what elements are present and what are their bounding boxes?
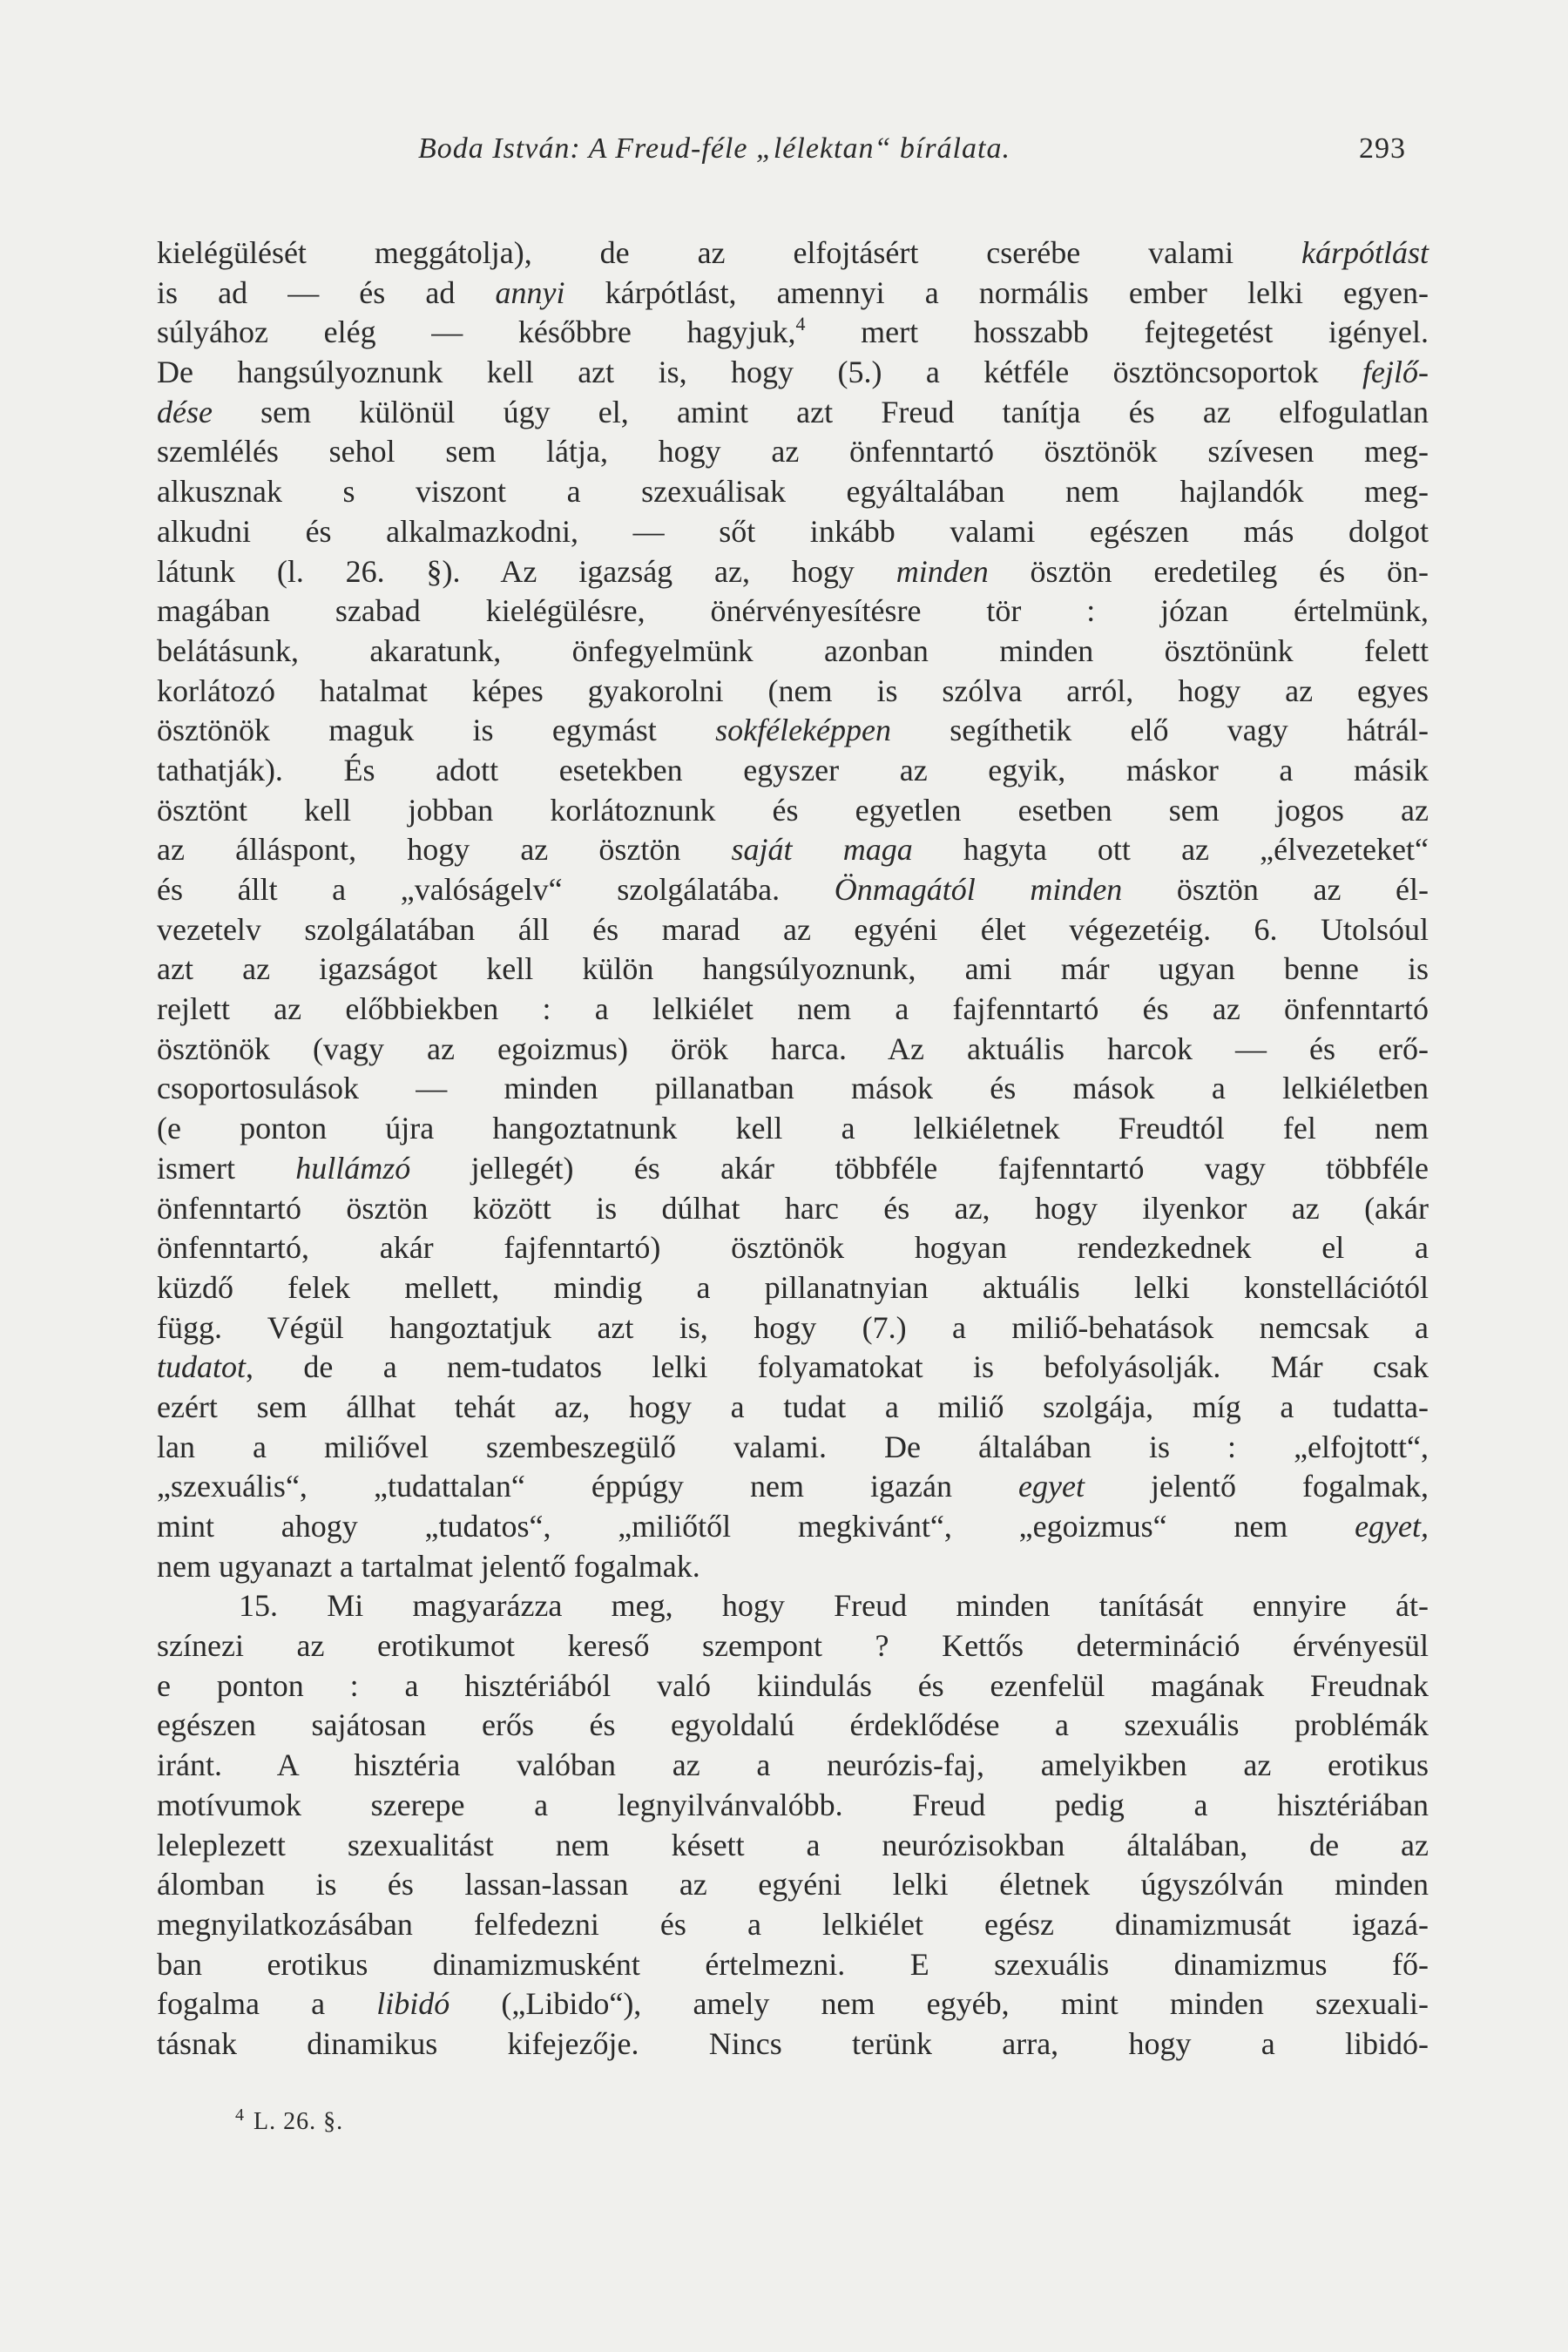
text-line: ösztönök maguk is egymást sokféleképpen segíthetik elő vagy hátrál- [157, 713, 1429, 748]
text-line: önfenntartó ösztön között is dúlhat harc és az, hogy ilyenkor az (akár [157, 1190, 1429, 1226]
paragraph-start: 15. Mi magyarázza meg, hogy Freud minden tanítását ennyire át- [239, 1588, 1429, 1624]
footnote [235, 2105, 343, 2136]
text-line: tathatják). És adott esetekben egyszer az egyik, máskor a másik [157, 752, 1429, 787]
text-line: egészen sajátosan erős és egyoldalú érdeklődése a szexuális problémák [157, 1707, 1429, 1743]
text-line: mint ahogy „tudatos“, „miliőtől megkivánt“, „egoizmus“ nem egyet, [157, 1509, 1429, 1544]
text-line: tásnak dinamikus kifejezője. Nincs terünk arra, hogy a libidó- [157, 2025, 1429, 2061]
text-line: ösztönt kell jobban korlátoznunk és egyetlen esetben sem jogos az [157, 792, 1429, 828]
text-line: színezi az erotikumot kereső szempont ? Kettős determináció érvényesül [157, 1628, 1429, 1664]
text-line: leleplezett szexualitást nem késett a neurózisokban általában, de az [157, 1827, 1429, 1862]
running-head [0, 132, 1568, 176]
text-line: korlátozó hatalmat képes gyakorolni (nem is szólva arról, hogy az egyes [157, 672, 1429, 708]
text-line: megnyilatkozásában felfedezni és a lelkiélet egész dinamizmusát igazá- [157, 1906, 1429, 1942]
text-line: fogalma a libidó („Libido“), amely nem egyéb, mint minden szexuali- [157, 1986, 1429, 2022]
text-line: az álláspont, hogy az ösztön saját maga hagyta ott az „élvezeteket“ [157, 832, 1429, 868]
text-line: lan a miliővel szembeszegülő valami. De általában is : „elfojtott“, [157, 1429, 1429, 1464]
text-line: önfenntartó, akár fajfenntartó) ösztönök hogyan rendezkednek el a [157, 1230, 1429, 1266]
text-line: azt az igazságot kell külön hangsúlyoznunk, ami már ugyan benne is [157, 951, 1429, 987]
text-line: ismert hullámzó jellegét) és akár többféle fajfenntartó vagy többféle [157, 1150, 1429, 1186]
text-line: alkusznak s viszont a szexuálisak egyáltalában nem hajlandók meg- [157, 474, 1429, 510]
text-line: iránt. A hisztéria valóban az a neurózis-faj, amelyikben az erotikus [157, 1747, 1429, 1783]
text-line: (e ponton újra hangoztatnunk kell a lelkiéletnek Freudtól fel nem [157, 1111, 1429, 1146]
body-text [157, 233, 1429, 2065]
text-line: csoportosulások — minden pillanatban mások és mások a lelkiéletben [157, 1071, 1429, 1106]
text-line: súlyához elég — későbbre hagyjuk,$^4$ mert hosszabb fejtegetést igényel. [157, 313, 1429, 350]
text-line: és állt a „valóságelv“ szolgálatába. Önmagától minden ösztön az él- [157, 872, 1429, 907]
text-line: tudatot, de a nem-tudatos lelki folyamatokat is befolyásolják. Már csak [157, 1349, 1429, 1385]
text-line: nem ugyanazt a tartalmat jelentő fogalmak. [157, 1548, 700, 1584]
text-line: ösztönök (vagy az egoizmus) örök harca. Az aktuális harcok — és erő- [157, 1031, 1429, 1066]
text-line: e ponton : a hisztériából való kiindulás és ezenfelül magának Freudnak [157, 1667, 1429, 1703]
text-line: kielégülését meggátolja), de az elfojtásért cserébe valami kárpótlást [157, 235, 1429, 270]
text-line: „szexuális“, „tudattalan“ éppúgy nem igazán egyet jelentő fogalmak, [157, 1469, 1429, 1504]
text-line: ezért sem állhat tehát az, hogy a tudat a miliő szolgája, míg a tudatta- [157, 1389, 1429, 1424]
page-number: 293 [1359, 132, 1406, 165]
text-line: álomban is és lassan-lassan az egyéni lelki életnek úgyszólván minden [157, 1867, 1429, 1903]
text-line: ban erotikus dinamizmusként értelmezni. E szexuális dinamizmus fő- [157, 1946, 1429, 1982]
text-line: rejlett az előbbiekben : a lelkiélet nem a fajfenntartó és az önfenntartó [157, 991, 1429, 1027]
footnote-text: L. 26. §. [253, 2108, 344, 2135]
text-line: is ad — és ad annyi kárpótlást, amennyi a normális ember lelki egyen- [157, 274, 1429, 310]
text-line: De hangsúlyoznunk kell azt is, hogy (5.) a kétféle ösztöncsoportok fejlő- [157, 355, 1429, 390]
text-line: belátásunk, akaratunk, önfegyelmünk azonban minden ösztönünk felett [157, 632, 1429, 668]
text-line: dése sem különül úgy el, amint azt Freud tanítja és az elfogulatlan [157, 394, 1429, 429]
text-line: függ. Végül hangoztatjuk azt is, hogy (7.) a miliő-behatások nemcsak a [157, 1309, 1429, 1345]
text-line: magában szabad kielégülésre, önérvényesítésre tör : józan értelmünk, [157, 593, 1429, 629]
running-title: Boda István: A Freud-féle „lélektan“ bírálata. [418, 132, 1010, 165]
text-line: látunk (l. 26. §). Az igazság az, hogy minden ösztön eredetileg és ön- [157, 553, 1429, 589]
text-line: küzdő felek mellett, mindig a pillanatnyian aktuális lelki konstellációtól [157, 1269, 1429, 1305]
text-line: vezetelv szolgálatában áll és marad az egyéni élet végezetéig. 6. Utolsóul [157, 911, 1429, 947]
footnote-mark: 4 [235, 2105, 245, 2125]
text-line: szemlélés sehol sem látja, hogy az önfenntartó ösztönök szívesen meg- [157, 434, 1429, 470]
text-line: alkudni és alkalmazkodni, — sőt inkább valami egészen más dolgot [157, 513, 1429, 549]
footnote-reference: 4 [795, 313, 806, 335]
text-line: motívumok szerepe a legnyilvánvalóbb. Freud pedig a hisztériában [157, 1787, 1429, 1822]
